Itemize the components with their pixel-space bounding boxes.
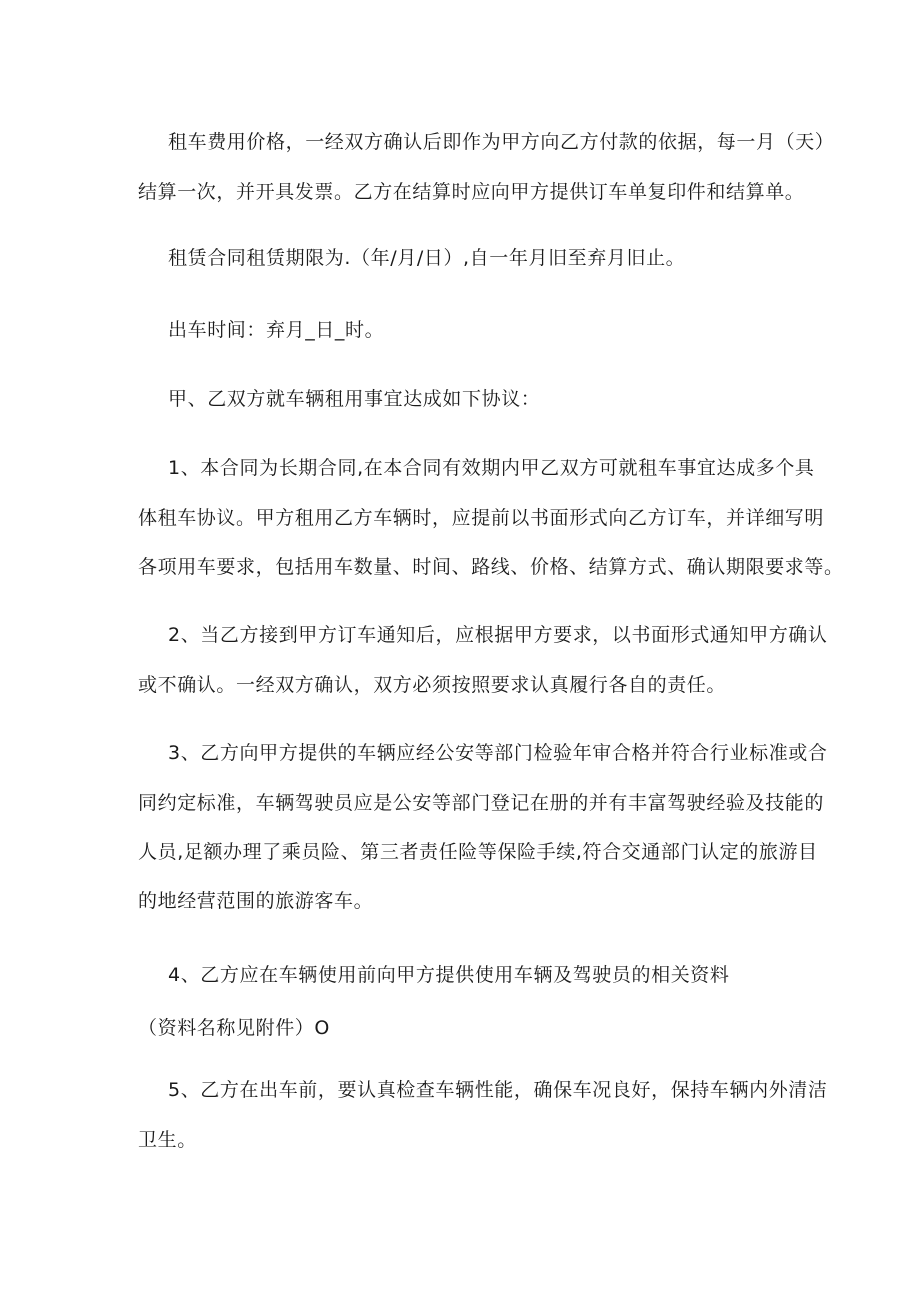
paragraph-line: 4、乙方应在车辆使用前向甲方提供使用车辆及驾驶员的相关资料 xyxy=(168,964,730,986)
paragraph-line: 租车费用价格，一经双方确认后即作为甲方向乙方付款的依据，每一月（天） xyxy=(168,131,835,153)
paragraph-line: 2、当乙方接到甲方订车通知后，应根据甲方要求，以书面形式通知甲方确认 xyxy=(168,624,828,646)
paragraph-line: 人员,足额办理了乘员险、第三者责任险等保险手续,符合交通部门认定的旅游目 xyxy=(138,841,818,863)
paragraph-line: 1、本合同为长期合同,在本合同有效期内甲乙双方可就租车事宜达成多个具 xyxy=(168,457,815,479)
paragraph-line: 出车时间：弃月_日_时。 xyxy=(168,319,385,341)
paragraph-line: 体租车协议。甲方租用乙方车辆时，应提前以书面形式向乙方订车，并详细写明 xyxy=(138,507,825,529)
paragraph-line: 3、乙方向甲方提供的车辆应经公安等部门检验年审合格并符合行业标准或合 xyxy=(168,742,828,764)
paragraph-line: 结算一次，并开具发票。乙方在结算时应向甲方提供订车单复印件和结算单。 xyxy=(138,181,805,203)
paragraph-line: 同约定标准，车辆驾驶员应是公安等部门登记在册的并有丰富驾驶经验及技能的 xyxy=(138,792,825,814)
paragraph-line: 5、乙方在出车前，要认真检查车辆性能，确保车况良好，保持车辆内外清洁 xyxy=(168,1079,828,1101)
paragraph-line: 的地经营范围的旅游客车。 xyxy=(138,890,374,912)
paragraph-line: 甲、乙双方就车辆租用事宜达成如下协议： xyxy=(168,388,541,410)
paragraph-line: 或不确认。一经双方确认，双方必须按照要求认真履行各自的责任。 xyxy=(138,674,727,696)
paragraph-line: 租赁合同租赁期限为.（年/月/日）,自一年月旧至弃月旧止。 xyxy=(168,247,686,269)
paragraph-line: 各项用车要求，包括用车数量、时间、路线、价格、结算方式、确认期限要求等。 xyxy=(138,556,844,578)
paragraph-line: 卫生。 xyxy=(138,1129,197,1151)
paragraph-line: （资料名称见附件）O xyxy=(138,1017,330,1039)
